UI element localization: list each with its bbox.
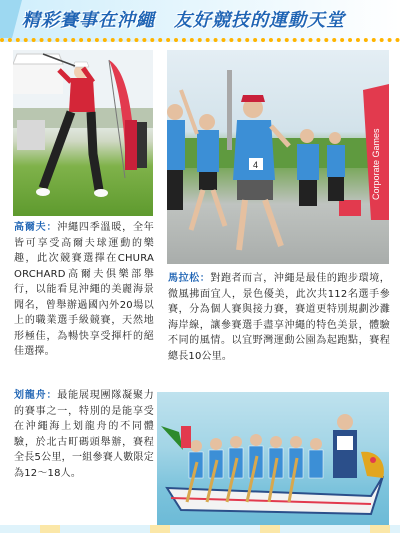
dragon-boat-illustration (157, 392, 389, 530)
dragon-boat-body: 最能展現團隊凝聚力的賽事之一，特別的是能享受在沖繩海上划龍舟的不同體驗，於北古町碼頭舉辦，賽程全長5公里，一組參賽人數限定為12～18人。 (14, 390, 154, 479)
golf-body: 沖繩四季溫暖，全年皆可享受高爾夫球運動的樂趣，此次競賽選擇在CHURA ORCHARD高爾夫俱樂部舉行，以能看見沖繩的美麗海景聞名，曾舉辦過國內外20場以上的職業選手級競賽，天然地形極佳，為暢快享受揮杆的絕佳選擇。 (14, 222, 154, 357)
bottom-decoration (0, 525, 400, 533)
dragon-boat-photo (157, 392, 389, 530)
dragon-boat-lead: 划龍舟： (14, 390, 58, 401)
golf-illustration (13, 50, 153, 216)
page-header (0, 0, 400, 42)
marathon-text (168, 271, 390, 376)
marathon-illustration (167, 50, 389, 264)
marathon-body: 對跑者而言，沖繩是最佳的跑步環境，微風拂面宜人，景色優美，此次共112名選手參賽，分為個人賽與接力賽，賽道更特別規劃沙灘海岸線，讓參賽選手盡享沖繩的特色美景，體驗不同的風情。以宜野灣運動公園為起跑點，賽程總長10公里。 (168, 273, 390, 362)
banner-label: Corporate Games (371, 128, 381, 200)
bib-number: 4 (253, 160, 259, 170)
marathon-lead: 馬拉松： (168, 273, 211, 284)
golf-text (14, 220, 154, 370)
golf-photo (13, 50, 153, 216)
dragon-boat-text (14, 388, 154, 530)
header-decoration (0, 0, 22, 38)
marathon-photo (167, 50, 389, 264)
golf-lead: 高爾夫： (14, 222, 58, 233)
page-title: 精彩賽事在沖繩 友好競技的運動天堂 (22, 10, 345, 31)
